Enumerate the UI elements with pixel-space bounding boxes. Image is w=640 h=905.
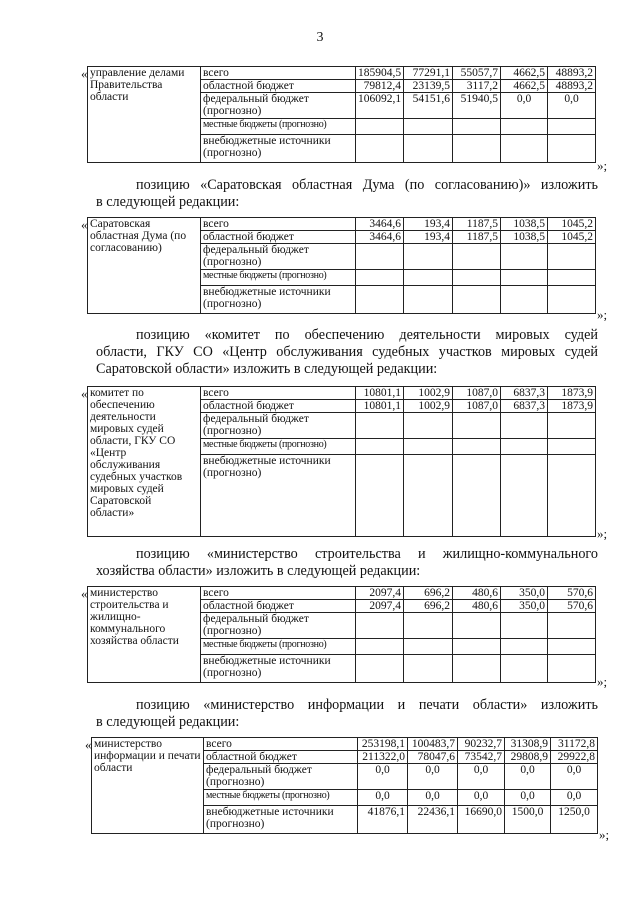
value-cell	[548, 613, 596, 639]
paragraph-line: позицию «комитет по обеспечению деятельности мировых судей	[136, 327, 598, 343]
value-cell	[453, 135, 501, 163]
value-cell	[453, 270, 501, 286]
value-cell	[404, 413, 453, 439]
paragraph-line: позицию «министерство информации и печати области» изложить	[136, 697, 598, 713]
value-cell: 73542,7	[458, 751, 505, 764]
value-cell	[501, 639, 548, 655]
value-cell: 0,0	[501, 93, 548, 119]
value-cell	[404, 135, 453, 163]
value-cell: 1250,0	[551, 806, 598, 834]
value-cell	[548, 244, 596, 270]
value-cell: 0,0	[551, 764, 598, 790]
budget-table-1	[81, 66, 608, 173]
value-cell	[453, 119, 501, 135]
org-name: Саратовская областная Дума (по согласованию)	[88, 218, 201, 314]
value-cell	[453, 286, 501, 314]
value-cell: 0,0	[458, 790, 505, 806]
value-cell	[501, 455, 548, 537]
value-cell	[453, 655, 501, 683]
paragraph-3	[96, 546, 598, 580]
value-cell: 570,6	[548, 587, 596, 600]
value-cell: 0,0	[408, 764, 458, 790]
value-cell	[404, 655, 453, 683]
row-label-federal: федеральный бюджет (прогнозно)	[201, 244, 356, 270]
row-label-total: всего	[201, 587, 356, 600]
value-cell: 0,0	[548, 93, 596, 119]
value-cell	[501, 439, 548, 455]
value-cell: 1873,9	[548, 387, 596, 400]
value-cell	[453, 613, 501, 639]
row-label-regional: областной бюджет	[201, 400, 356, 413]
paragraph-2	[96, 327, 598, 378]
value-cell: 253198,1	[358, 738, 408, 751]
value-cell: 0,0	[358, 764, 408, 790]
org-name: управление делами Правительства области	[88, 67, 201, 163]
row-label-local: местные бюджеты (прогнозно)	[201, 119, 356, 135]
value-cell	[356, 639, 404, 655]
value-cell: 480,6	[453, 600, 501, 613]
value-cell	[404, 455, 453, 537]
value-cell: 31308,9	[505, 738, 551, 751]
value-cell: 77291,1	[404, 67, 453, 80]
row-label-regional: областной бюджет	[201, 80, 356, 93]
value-cell: 51940,5	[453, 93, 501, 119]
value-cell	[356, 286, 404, 314]
value-cell	[501, 613, 548, 639]
value-cell	[501, 655, 548, 683]
value-cell: 185904,5	[356, 67, 404, 80]
value-cell	[548, 270, 596, 286]
row-label-federal: федеральный бюджет (прогнозно)	[201, 613, 356, 639]
row-label-extra: внебюджетные источники (прогнозно)	[201, 286, 356, 314]
value-cell	[356, 439, 404, 455]
value-cell: 10801,1	[356, 387, 404, 400]
value-cell: 696,2	[404, 587, 453, 600]
value-cell	[404, 639, 453, 655]
value-cell: 90232,7	[458, 738, 505, 751]
open-quote: «	[85, 737, 92, 752]
value-cell	[356, 413, 404, 439]
value-cell	[404, 613, 453, 639]
value-cell: 22436,1	[408, 806, 458, 834]
value-cell	[356, 119, 404, 135]
value-cell	[548, 439, 596, 455]
value-cell	[404, 286, 453, 314]
value-cell	[501, 270, 548, 286]
value-cell	[501, 413, 548, 439]
close-quote: »;	[599, 827, 610, 842]
value-cell: 211322,0	[358, 751, 408, 764]
value-cell: 48893,2	[548, 67, 596, 80]
value-cell	[548, 286, 596, 314]
budget-table-3	[81, 386, 608, 541]
row-label-regional: областной бюджет	[204, 751, 358, 764]
value-cell: 1187,5	[453, 231, 501, 244]
value-cell: 41876,1	[358, 806, 408, 834]
open-quote: «	[81, 217, 88, 232]
value-cell	[453, 639, 501, 655]
value-cell: 193,4	[404, 231, 453, 244]
row-label-regional: областной бюджет	[201, 231, 356, 244]
value-cell: 1187,5	[453, 218, 501, 231]
row-label-extra: внебюджетные источники (прогнозно)	[201, 655, 356, 683]
org-name: министерство строительства и жилищно-коммунального хозяйства области	[88, 587, 201, 683]
value-cell	[404, 119, 453, 135]
row-label-total: всего	[201, 67, 356, 80]
value-cell: 0,0	[505, 764, 551, 790]
value-cell: 23139,5	[404, 80, 453, 93]
value-cell: 6837,3	[501, 387, 548, 400]
paragraph-line: Саратовской области» изложить в следующей редакции:	[96, 361, 438, 377]
value-cell: 48893,2	[548, 80, 596, 93]
value-cell: 2097,4	[356, 600, 404, 613]
value-cell: 106092,1	[356, 93, 404, 119]
value-cell: 4662,5	[501, 80, 548, 93]
paragraph-line: в следующей редакции:	[96, 194, 240, 210]
value-cell	[404, 439, 453, 455]
row-label-federal: федеральный бюджет (прогнозно)	[201, 93, 356, 119]
value-cell	[548, 413, 596, 439]
budget-table-4	[81, 586, 608, 689]
value-cell: 1002,9	[404, 387, 453, 400]
row-label-extra: внебюджетные источники (прогнозно)	[201, 455, 356, 537]
value-cell	[501, 135, 548, 163]
row-label-federal: федеральный бюджет (прогнозно)	[204, 764, 358, 790]
paragraph-1	[96, 177, 598, 211]
open-quote: «	[81, 66, 88, 81]
value-cell: 16690,0	[458, 806, 505, 834]
paragraph-line: хозяйства области» изложить в следующей редакции:	[96, 563, 421, 579]
value-cell: 55057,7	[453, 67, 501, 80]
value-cell: 3117,2	[453, 80, 501, 93]
value-cell: 54151,6	[404, 93, 453, 119]
value-cell: 193,4	[404, 218, 453, 231]
row-label-local: местные бюджеты (прогнозно)	[201, 639, 356, 655]
value-cell: 29922,8	[551, 751, 598, 764]
value-cell: 0,0	[551, 790, 598, 806]
value-cell: 1087,0	[453, 400, 501, 413]
value-cell	[356, 244, 404, 270]
value-cell	[356, 135, 404, 163]
value-cell: 1500,0	[505, 806, 551, 834]
row-label-total: всего	[201, 387, 356, 400]
value-cell	[404, 270, 453, 286]
value-cell: 570,6	[548, 600, 596, 613]
row-label-total: всего	[201, 218, 356, 231]
value-cell: 10801,1	[356, 400, 404, 413]
paragraph-line: области, ГКУ СО «Центр обслуживания судебных участков мировых судей	[96, 344, 598, 360]
value-cell: 0,0	[458, 764, 505, 790]
value-cell	[548, 639, 596, 655]
close-quote: »;	[597, 158, 608, 173]
value-cell	[501, 244, 548, 270]
value-cell	[453, 439, 501, 455]
value-cell	[356, 613, 404, 639]
paragraph-line: позицию «министерство строительства и жилищно-коммунального	[136, 546, 598, 562]
value-cell	[501, 286, 548, 314]
value-cell: 3464,6	[356, 218, 404, 231]
value-cell: 480,6	[453, 587, 501, 600]
value-cell: 3464,6	[356, 231, 404, 244]
value-cell: 1002,9	[404, 400, 453, 413]
value-cell	[356, 455, 404, 537]
page-number: 3	[316, 30, 324, 45]
row-label-extra: внебюджетные источники (прогнозно)	[201, 135, 356, 163]
value-cell	[356, 270, 404, 286]
value-cell: 2097,4	[356, 587, 404, 600]
paragraph-line: в следующей редакции:	[96, 714, 240, 730]
value-cell: 1038,5	[501, 231, 548, 244]
budget-table-5	[85, 737, 610, 842]
value-cell	[548, 135, 596, 163]
row-label-local: местные бюджеты (прогнозно)	[201, 270, 356, 286]
value-cell: 78047,6	[408, 751, 458, 764]
value-cell: 350,0	[501, 587, 548, 600]
org-name: комитет по обеспечению деятельности мировых судей области, ГКУ СО «Центр обслуживания судебных участков мировых судей Саратовской области»	[88, 387, 201, 537]
value-cell	[453, 244, 501, 270]
value-cell	[453, 455, 501, 537]
value-cell: 1087,0	[453, 387, 501, 400]
value-cell: 1873,9	[548, 400, 596, 413]
value-cell: 4662,5	[501, 67, 548, 80]
value-cell: 100483,7	[408, 738, 458, 751]
value-cell	[548, 455, 596, 537]
paragraph-4	[96, 697, 598, 731]
value-cell	[548, 655, 596, 683]
value-cell	[501, 119, 548, 135]
value-cell	[404, 244, 453, 270]
value-cell: 350,0	[501, 600, 548, 613]
value-cell: 29808,9	[505, 751, 551, 764]
open-quote: «	[81, 586, 88, 601]
row-label-extra: внебюджетные источники (прогнозно)	[204, 806, 358, 834]
close-quote: »;	[597, 674, 608, 689]
value-cell: 0,0	[408, 790, 458, 806]
value-cell	[356, 655, 404, 683]
value-cell: 6837,3	[501, 400, 548, 413]
budget-table-2	[81, 217, 608, 322]
row-label-total: всего	[204, 738, 358, 751]
row-label-local: местные бюджеты (прогнозно)	[204, 790, 358, 806]
value-cell: 0,0	[358, 790, 408, 806]
paragraph-line: позицию «Саратовская областная Дума (по согласованию)» изложить	[136, 177, 598, 193]
open-quote: «	[81, 386, 88, 401]
row-label-local: местные бюджеты (прогнозно)	[201, 439, 356, 455]
value-cell: 1045,2	[548, 231, 596, 244]
value-cell: 31172,8	[551, 738, 598, 751]
value-cell	[453, 413, 501, 439]
value-cell: 0,0	[505, 790, 551, 806]
row-label-regional: областной бюджет	[201, 600, 356, 613]
value-cell: 79812,4	[356, 80, 404, 93]
row-label-federal: федеральный бюджет (прогнозно)	[201, 413, 356, 439]
close-quote: »;	[597, 526, 608, 541]
value-cell: 1038,5	[501, 218, 548, 231]
org-name: министерство информации и печати области	[92, 738, 204, 834]
value-cell: 696,2	[404, 600, 453, 613]
close-quote: »;	[597, 307, 608, 322]
value-cell	[548, 119, 596, 135]
value-cell: 1045,2	[548, 218, 596, 231]
